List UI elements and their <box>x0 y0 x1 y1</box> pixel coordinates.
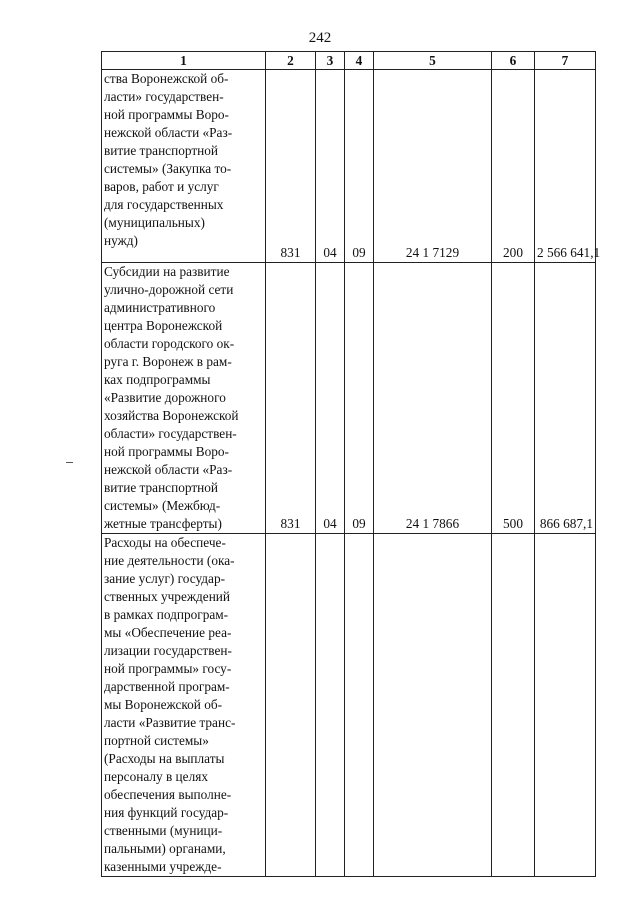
table-header-row <box>102 52 596 70</box>
table-row <box>102 263 596 534</box>
amount: 866 687,1 <box>535 263 596 534</box>
header-col-2: 2 <box>266 52 316 70</box>
section-code: 04 <box>316 263 345 534</box>
header-col-1: 1 <box>102 52 266 70</box>
header-col-4: 4 <box>345 52 374 70</box>
row-description: Субсидии на развитие улично-дорожной сети административного центра Воронежской области городского ок- руга г. Воронеж в рам- ках подпрограммы «Развитие дорожного хозяйства Воронежской области» государствен- ной программы Воро- нежской области «Раз- витие транспортной системы» (Межбюд- жетные трансферты) <box>102 263 266 534</box>
margin-mark <box>66 462 73 463</box>
header-col-7: 7 <box>535 52 596 70</box>
subsection-code: 09 <box>345 263 374 534</box>
ministry-code <box>266 534 316 877</box>
ministry-code: 831 <box>266 70 316 263</box>
table-row <box>102 534 596 877</box>
expense-type-code: 500 <box>492 263 535 534</box>
header-col-6: 6 <box>492 52 535 70</box>
table-row <box>102 70 596 263</box>
ministry-code: 831 <box>266 263 316 534</box>
section-code <box>316 534 345 877</box>
target-article-code: 24 1 7129 <box>374 70 492 263</box>
subsection-code <box>345 534 374 877</box>
budget-table <box>101 51 601 877</box>
section-code: 04 <box>316 70 345 263</box>
header-col-3: 3 <box>316 52 345 70</box>
header-col-5: 5 <box>374 52 492 70</box>
target-article-code <box>374 534 492 877</box>
amount: 2 566 641,1 <box>535 70 596 263</box>
expense-type-code <box>492 534 535 877</box>
row-description: ства Воронежской об- ласти» государствен- ной программы Воро- нежской области «Раз- витие транспортной системы» (Закупка то- варов, работ и услуг для государственных (муниципальных) нужд) <box>102 70 266 263</box>
expense-type-code: 200 <box>492 70 535 263</box>
amount <box>535 534 596 877</box>
subsection-code: 09 <box>345 70 374 263</box>
row-description: Расходы на обеспече- ние деятельности (ока- зание услуг) государ- ственных учреждений в рамках подпрограм- мы «Обеспечение реа- лизации государствен- ной программы» госу- дарственной програм- мы Воронежской об- ласти «Развитие транс- портной системы» (Расходы на выплаты персоналу в целях обеспечения выполне- ния функций государ- ственными (муници- пальными) органами, казенными учрежде- <box>102 534 266 877</box>
target-article-code: 24 1 7866 <box>374 263 492 534</box>
page-number: 242 <box>308 30 332 46</box>
